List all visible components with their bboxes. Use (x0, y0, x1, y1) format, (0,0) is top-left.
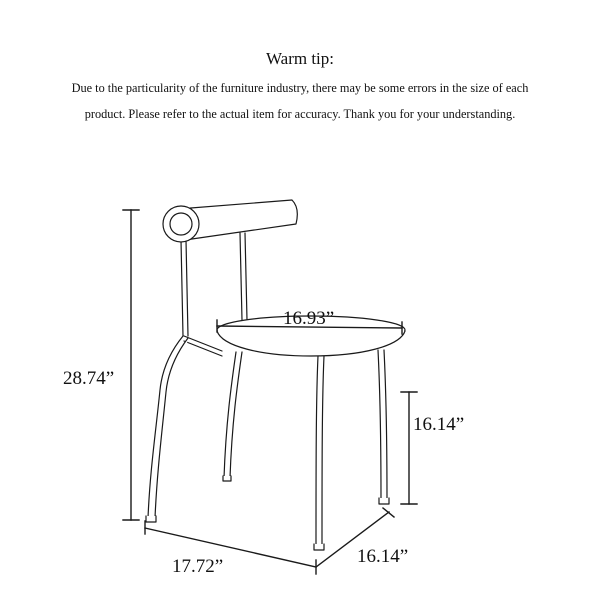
side-stretcher (184, 336, 222, 356)
chair-illustration (146, 200, 405, 550)
height-dimension-line (123, 210, 139, 520)
depth-label: 16.14” (357, 546, 409, 567)
leg-rear-left (146, 336, 188, 522)
seat-height-label: 16.14” (413, 414, 465, 435)
warm-tip-line-1: Due to the particularity of the furniture industry, there may be some errors in the size of each (71, 81, 529, 95)
width-label: 17.72” (172, 556, 224, 577)
back-posts (181, 233, 247, 336)
backrest (163, 200, 297, 242)
width-dimension-line (145, 521, 316, 574)
leg-front-left (223, 352, 242, 481)
leg-front-right (314, 356, 324, 550)
seat-width-label: 16.93” (283, 308, 335, 329)
height-label: 28.74” (63, 368, 115, 389)
leg-back-right (378, 350, 389, 504)
warm-tip-title: Warm tip: (265, 49, 335, 68)
warm-tip-line-2: product. Please refer to the actual item for accuracy. Thank you for your understanding. (84, 107, 516, 121)
seat-height-dimension-line (401, 392, 417, 504)
